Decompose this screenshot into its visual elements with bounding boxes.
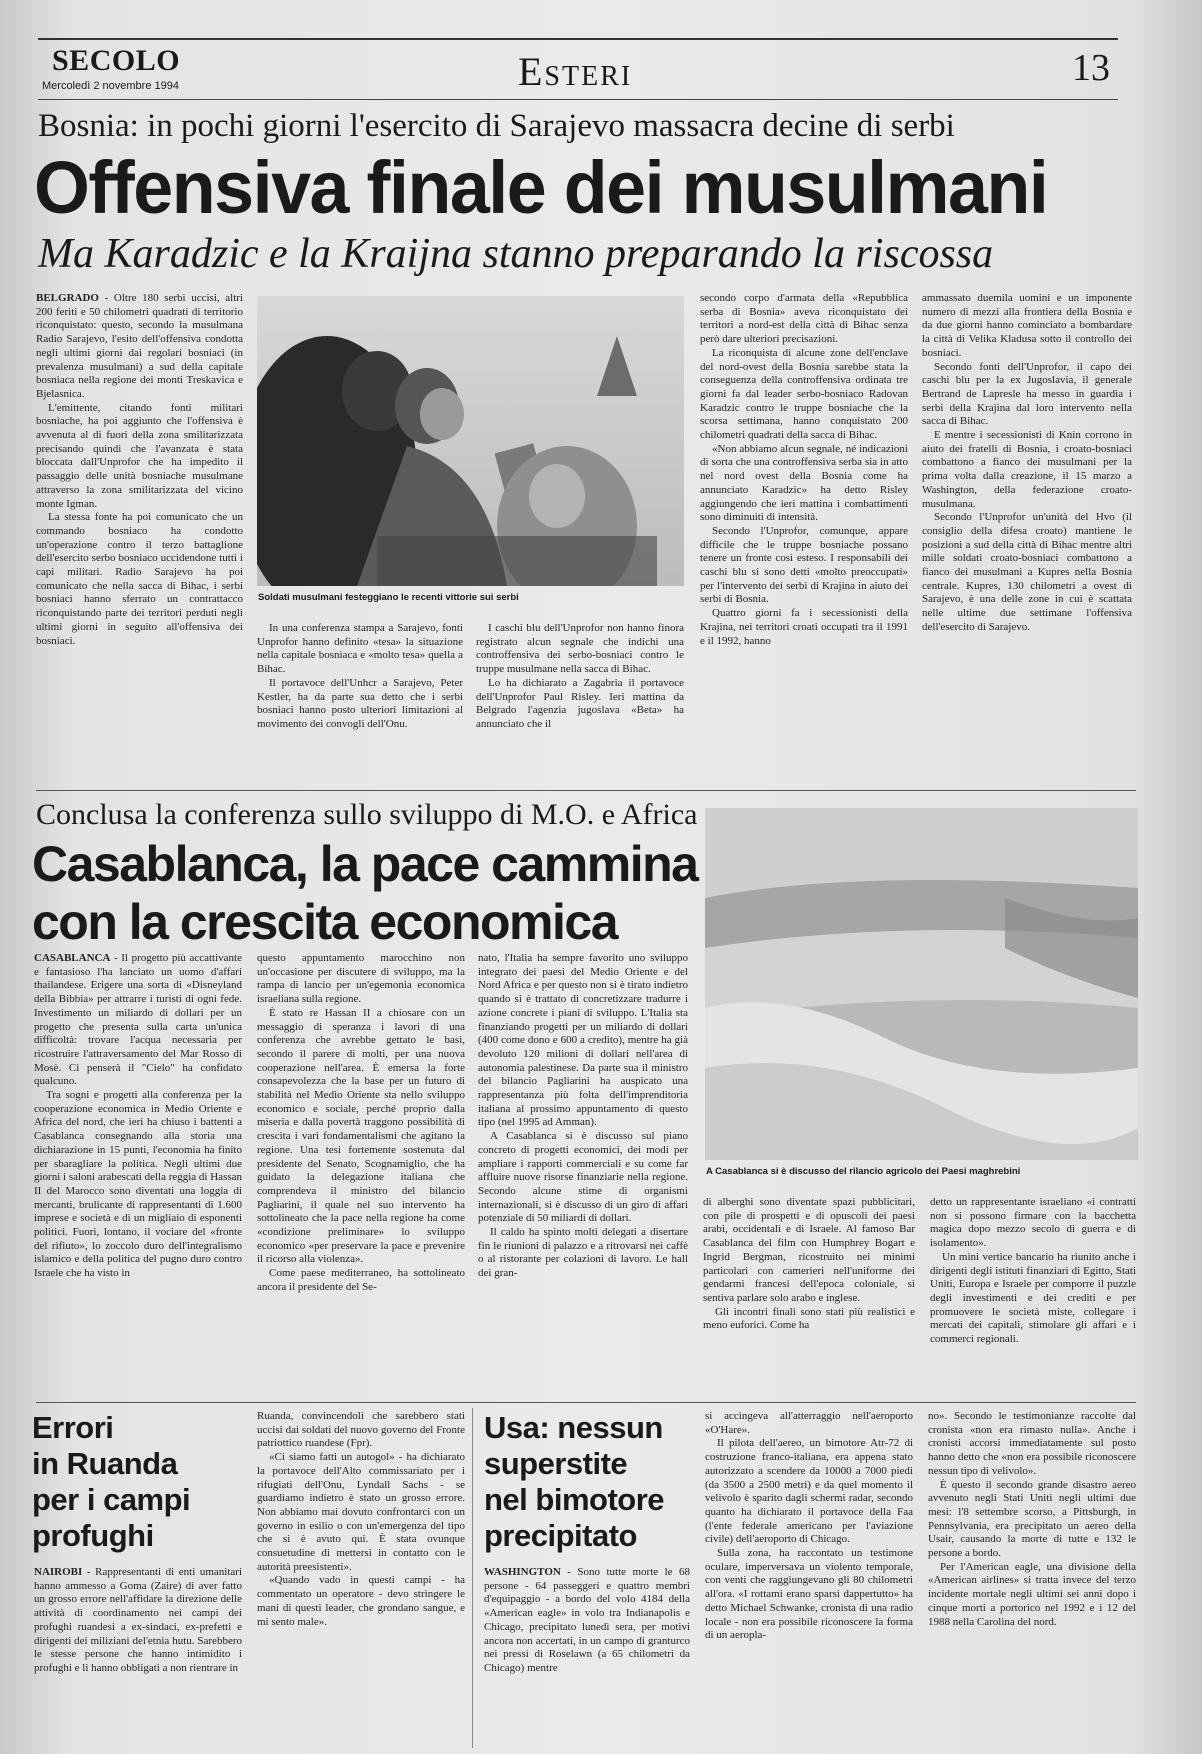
- article2-column-1: CASABLANCA - Il progetto più accattivante e fantasioso l'ha lanciato un uomo d'affari thailandese. Erigere una sorta di «Disneyland della Bibbia» per attrarre i turisti di ogni fede. Investimento un miliardo di dollari per un progetto che presenta sulla carta un'unica difficoltà: trovare l'acqua necessaria per ricostruire l'attraversamento del Mar Rosso di Mosè. Ci penserà il "Cielo" ha confidato qualcuno. Tra sogni e progetti alla conferenza per la cooperazione economica in Medio Oriente e Africa del nord, che ieri ha chiuso i battenti a Casablanca consegnando alla storia una dichiarazione in 15 punti, l'economia ha finito per sbaragliare la politica. Negli ultimi due giorni i saloni arabescati della reggia di Hassan II del Marocco sono diventati una loggia di mercanti, brulicante di rappresentanti di 1.600 imprese e società e di un migliaio di esponenti politici. Fuori, lontano, il vociare del «fronte del rifiuto», lo zoccolo duro dell'integralismo islamico e della politica del pugno duro contro Israele che ha visto in: [34, 952, 242, 1280]
- article2-column-5: detto un rappresentante israeliano «i contratti non si possono firmare con la bacchetta magica dopo mezzo secolo di guerra e di isolamento». Un mini vertice bancario ha riunito anche i dirigenti degli istituti finanziari di Egitto, Stati Uniti, Europa e Israele per comporre il puzzle degli investimenti e dei crediti e per promuovere le società miste, collegare i mercati dei capitali, stimolare gli affari e i commerci regionali.: [930, 1196, 1136, 1346]
- newspaper-logo: SECOLO: [52, 44, 181, 77]
- soldiers-photo-image: [257, 296, 684, 586]
- section-title: Esteri: [518, 49, 633, 94]
- dateline-place: WASHINGTON: [484, 1566, 561, 1578]
- page-number: 13: [1072, 47, 1110, 89]
- article3-headline: Errori in Ruanda per i campi profughi: [32, 1410, 191, 1553]
- article1-subhead: Ma Karadzic e la Kraijna stanno preparando la riscossa: [38, 231, 994, 277]
- issue-date: Mercoledì 2 novembre 1994: [42, 80, 179, 92]
- article1-column-2: In una conferenza stampa a Sarajevo, fonti Unprofor hanno definito «tesa» la situazione nella capitale bosniaca e «molto tesa» quella a Bihac. Il portavoce dell'Unhcr a Sarajevo, Peter Kestler, ha da parte sua detto che i serbi bosniaci hanno posto ulteriori limitazioni al movimento dei convogli dell'Onu.: [257, 622, 463, 730]
- article1-photo: [257, 296, 684, 586]
- section-divider-bottom: [36, 1402, 1136, 1403]
- column-divider: [472, 1408, 473, 1748]
- masthead: [38, 38, 1118, 100]
- article2-photo: [705, 808, 1138, 1160]
- landscape-photo-image: [705, 808, 1138, 1160]
- article2-column-4: di alberghi sono diventate spazi pubblicitari, con pile di prospetti e di opuscoli dei paesi arabi, occidentali e di Israele. Al famoso Bar Casablanca del film con Humphrey Bogart e Ingrid Bergman, ricostruito nei minimi particolari con camerieri nell'uniforme dei gendarmi francesi dell'epoca coloniale, si sentiva parlare solo arabo e inglese. Gli incontri finali sono stati più realistici e meno euforici. Come ha: [703, 1196, 915, 1332]
- article1-column-4: secondo corpo d'armata della «Repubblica serba di Bosnia» aveva riconquistato dei territori a nord-est della città di Bihac senza però dare ulteriori precisazioni. La riconquista di alcune zone dell'enclave del nord-ovest della Bosnia sarebbe stata la conseguenza della controffensiva ordinata tre giorni fa dal leader serbo-bosniaco Radovan Karadzic contro le truppe bosniache che la scorsa settimana, hanno conquistato 200 chilometri quadrati della sacca di Bihac. «Non abbiamo alcun segnale, né indicazioni di sorta che una controffensiva serba sia in atto nel nord ovest della Bosnia come ha annunciato Karadzic» ha detto Risley aggiungendo che ieri mattina i combattimenti sono diminuiti di intensità. Secondo l'Unprofor, comunque, appare difficile che le truppe bosniache possano tenere un fronte così esteso. I responsabili dei caschi blu si sono detti «molto preoccupati» per l'intervento dei serbi di Krajina in aiuto dei serbi di Bosnia. Quattro giorni fa i secessionisti della Krajina, nei territori croati occupati tra il 1991 e il 1992, hanno: [700, 292, 908, 647]
- article3-column-1: NAIROBI - Rappresentanti di enti umanitari hanno ammesso a Goma (Zaire) di aver fatto un grosso errore nell'affidare la direzione delle attività di coordinamento nei campi dei profughi ruandesi a ex-sindaci, ex-prefetti e dirigenti dei miliziani del'etnia hutu. Sarebbero le stesse persone che hanno intimidito i profughi e li hanno obbligati a non rientrare in: [34, 1566, 242, 1674]
- dateline-place: BELGRADO: [36, 292, 99, 304]
- article2-headline-line1: Casablanca, la pace cammina: [32, 836, 698, 892]
- article1-column-5: ammassato duemila uomini e un imponente numero di mezzi alla frontiera della Bosnia e da due giorni hanno cominciato a bombardare la città di Velika Kladusa sotto il controllo dei bosniaci. Secondo fonti dell'Unprofor, il capo dei caschi blu per la ex Jugoslavia, il generale Bertrand de Lapresle ha messo in guardia i serbi della Krajina dal loro intervento nella sacca di Bihac. E mentre i secessionisti di Knin corrono in aiuto dei fratelli di Bosnia, i croato-bosniaci combattono a fianco dei musulmani per la prima volta dalla creazione, il 15 marzo a Washington, della federazione croato-musulmana. Secondo l'Unprofor un'unità del Hvo (il consiglio della difesa croato) mantiene le posizioni a sud della città di Bihac mentre altri mille soldati croato-bosniaci combattono a fianco dei musulmani a Kupres nella Bosnia centrale. Kupres, 130 chilometri a ovest di Sarajevo, è una delle zone in cui è scattata nelle ultime due settimane l'offensiva dell'esercito di Sarajevo.: [922, 292, 1132, 633]
- article4-column-3: no». Secondo le testimonianze raccolte dal cronista «non era rimasto nulla». Anche i cronisti accorsi immediatamente sul posto hanno detto che «non era possibile riconoscere nessun tipo di velivolo». È questo il secondo grande disastro aereo avvenuto negli Stati Uniti negli ultimi due mesi: l'8 settembre scorso, a Pittsburgh, in Pennsylvania, era precipitato un aereo della Usair, causando la morte di tutte e 132 le persone a bordo. Per l'American eagle, una divisione della «American airlines» si tratta invece del terzo incidente mortale negli ultimi sei anni dopo i cinque morti a portorico nel 1992 e i 12 del 1988 nella Carolina del nord.: [928, 1410, 1136, 1628]
- article1-kicker: Bosnia: in pochi giorni l'esercito di Sarajevo massacra decine di serbi: [38, 108, 955, 144]
- article2-column-3: nato, l'Italia ha sempre favorito uno sviluppo integrato dei paesi del Medio Oriente e del Nord Africa e per questo non si è tirato indietro quando si è trattato di concretizzare tradurre i azione concrete i piani di sviluppo. L'Italia sta finanziando progetti per un miliardo di dollari (400 come dono e 600 a credito), mentre ha già devoluto 120 milioni di dollari nell'area di autonomia palestinese. Da parte sua il ministro del bilancio Pagliarini ha auspicato una rappresentanza più folta dell'imprenditoria italiana al prossimo appuntamento di questo tipo (nel 1995 ad Amman). A Casablanca si è discusso sul piano concreto di progetti economici, dei modi per ampliare i rapporti commerciali e su come far affluire nuove risorse finanziarie nella regione. Secondo alcune stime di organismi internazionali, si è discusso di un giro di affari potenziale di 50 miliardi di dollari. Il caldo ha spinto molti delegati a disertare fin le riunioni di palazzo e a ritrovarsi nei caffè o al ristorante per colazioni di lavoro. Le hall dei gran-: [478, 952, 688, 1280]
- article2-photo-caption: A Casablanca si è discusso del rilancio agricolo dei Paesi maghrebini: [706, 1166, 1021, 1177]
- article2-column-2: questo appuntamento marocchino non un'occasione per discutere di sviluppo, ma la rampa di lancio per un'egemonia economica israeliana sulla regione. È stato re Hassan II a chiosare con un messaggio di speranza i lavori di una conferenza che avrebbe gettato le basi, secondo il parere di molti, per una nuova cooperazione nell'area. È emersa la forte consapevolezza che la base per un futuro di stabilità nel Medio Oriente sta nello sviluppo economico e sociale, perché proprio dalla miseria e dalla povertà traggono possibilità di crescita i vari fondamentalismi che agitano la regione. Una tesi fortemente sostenuta dal presidente del Senato, Scognamiglio, che ha guidato la delegazione italiana che comprendeva il ministro del bilancio Pagliarini, il quale nel suo intervento ha sottolineato che la pace nella regione ha come «condizione preliminare» lo sviluppo economico «per preservare la pace e prevenire il ricorso alla violenza». Come paese mediterraneo, ha sottolineato ancora il presidente del Se-: [257, 952, 465, 1293]
- article2-kicker: Conclusa la conferenza sullo sviluppo di M.O. e Africa: [36, 798, 698, 831]
- section-divider: [36, 790, 1136, 791]
- article4-column-2: si accingeva all'atterraggio nell'aeroporto «O'Hare». Il pilota dell'aereo, un bimotore Atr-72 di costruzione franco-italiana, era appena stato autorizzato a scendere da 10000 a 7000 piedi (da 3500 a 2500 metri) e da quel momento il velivolo è sparito dagli schermi radar, secondo quanto ha dichiarato il portavoce della Faa (l'ente federale americano per l'aviazione civile) dell'aeroporto di Chicago. Sulla zona, ha raccontato un testimone oculare, imperversava un violento temporale, con venti che raggiungevano gli 80 chilometri all'ora. «I rottami erano sparsi dappertutto» ha detto Michael Schwanke, cronista di una radio locale - non era possibile riconoscere la forma di un aeropla-: [705, 1410, 913, 1642]
- article1-column-1: BELGRADO - Oltre 180 serbi uccisi, altri 200 feriti e 50 chilometri quadrati di territorio riconquistato: questo, secondo la musulmana Radio Sarajevo, l'esito dell'offensiva condotta negli ultimi giorni dai regolari bosniaci (in prevalenza musulmani) a sud della capitale bosniaca nella regione dei monti Treskavica e Bjelasnica. L'emittente, citando fonti militari bosniache, ha poi aggiunto che l'offensiva è avvenuta al di fuori della zona smilitarizzata precisando quindi che l'avanzata è stata bloccata dall'Unprofor che ha impedito il passaggio delle unità bosniache musulmane attraverso la zona smilitarizzata del vicino monte Igman. La stessa fonte ha poi comunicato che un commando bosniaco ha condotto un'operazione contro il terzo battaglione dell'esercito serbo bosniaco uccidendone tutti i capi militari. Radio Sarajevo ha poi comunicato che nella sacca di Bihac, i serbi bosniaci hanno sferrato un contrattacco riconquistando parte dei territori perduti negli ultimi giorni in seguito all'offensiva dei bosniaci.: [36, 292, 243, 647]
- article1-column-3: I caschi blu dell'Unprofor non hanno finora registrato alcun segnale che indichi una controffensiva dei serbo-bosniaci contro le truppe musulmane nella sacca di Bihac. Lo ha dichiarato a Zagabria il portavoce dell'Unprofor Paul Risley. Ieri mattina da Belgrado l'agenzia jugoslava «Beta» ha annunciato che il: [476, 622, 684, 730]
- article1-photo-caption: Soldati musulmani festeggiano le recenti vittorie sui serbi: [258, 592, 519, 603]
- article2-headline-line2: con la crescita economica: [32, 894, 618, 950]
- article4-column-1: WASHINGTON - Sono tutte morte le 68 persone - 64 passeggeri e quattro membri d'equipaggio - a bordo del volo 4184 della «American eagle» in volo tra Indianapolis e Chicago, precipitato lunedì sera, per motivi ancora non accertati, in un campo di granturco nei pressi di Roselawn (a 65 chilometri da Chicago) mentre: [484, 1566, 690, 1674]
- article1-headline: Offensiva finale dei musulmani: [34, 146, 1048, 229]
- dateline-place: NAIROBI: [34, 1566, 83, 1578]
- article3-column-2: Ruanda, convincendoli che sarebbero stati uccisi dai soldati del nuovo governo del Fronte patriottico ruandese (Fpr). «Ci siamo fatti un autogol» - ha dichiarato la portavoce dell'Alto commissariato per i rifugiati dell'Onu, Lyndall Sachs - se guardiamo indietro è stato un grosso errore. Non abbiamo mai dovuto confrontarci con un governo in esilio o con un'emergenza del tipo che si è avuto qui. È stata ovunque consuetudine di mettersi in contatto con le autorità preesistenti». «Quando vado in questi campi - ha commentato un operatore - devo stringere le mani di questi leader, che grondano sangue, e mi sento male».: [257, 1410, 465, 1628]
- article4-headline: Usa: nessun superstite nel bimotore precipitato: [484, 1410, 665, 1553]
- dateline-place: CASABLANCA: [34, 952, 111, 964]
